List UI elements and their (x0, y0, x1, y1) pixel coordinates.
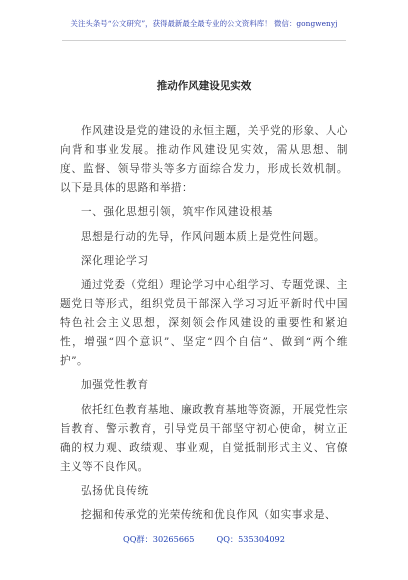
subheading: 深化理论学习 (81, 254, 149, 267)
document-body (60, 122, 348, 531)
page-footer (0, 534, 408, 545)
subheading: 加强党性教育 (81, 379, 149, 392)
intro-paragraph: 作风建设是党的建设的永恒主题，关乎党的形象、人心向背和事业发展。推动作风建设见实效，需从思想、制度、监督、领导带头等多方面综合发力，形成长效机制。以下是具体的思路和举措： (60, 125, 348, 194)
body-paragraph: 挖掘和传承党的光荣传统和优良作风（如实事求是、 (81, 509, 337, 522)
body-paragraph: 思想是行动的先导，作风问题本质上是党性问题。 (81, 230, 326, 243)
body-paragraph: 依托红色教育基地、廉政教育基地等资源，开展党性宗旨教育、警示教育，引导党员干部坚守初心使命，树立正确的权力观、政绩观、事业观，自觉抵制形式主义、官僚主义等不良作风。 (60, 403, 348, 473)
section-heading: 一、强化思想引领，筑牢作风建设根基 (81, 206, 273, 219)
document-title: 推动作风建设见实效 (156, 80, 252, 92)
footer-qq-group: QQ群：30265665 (123, 534, 195, 544)
footer-qq-number: QQ：535304092 (216, 534, 285, 544)
body-paragraph: 通过党委（党组）理论学习中心组学习、专题党课、主题党日等形式，组织党员干部深入学习习近平新时代中国特色社会主义思想，深刻领会作风建设的重要性和紧迫性，增强“四个意识”、坚定“四个自信”、做到“两个维护”。 (60, 279, 348, 367)
subheading: 弘扬优良传统 (81, 484, 149, 497)
header-divider (62, 40, 346, 41)
page-header-banner: 关注头条号“公文研究”，获得最新最全最专业的公文资料库！ 微信：gongwenyj (70, 19, 338, 28)
